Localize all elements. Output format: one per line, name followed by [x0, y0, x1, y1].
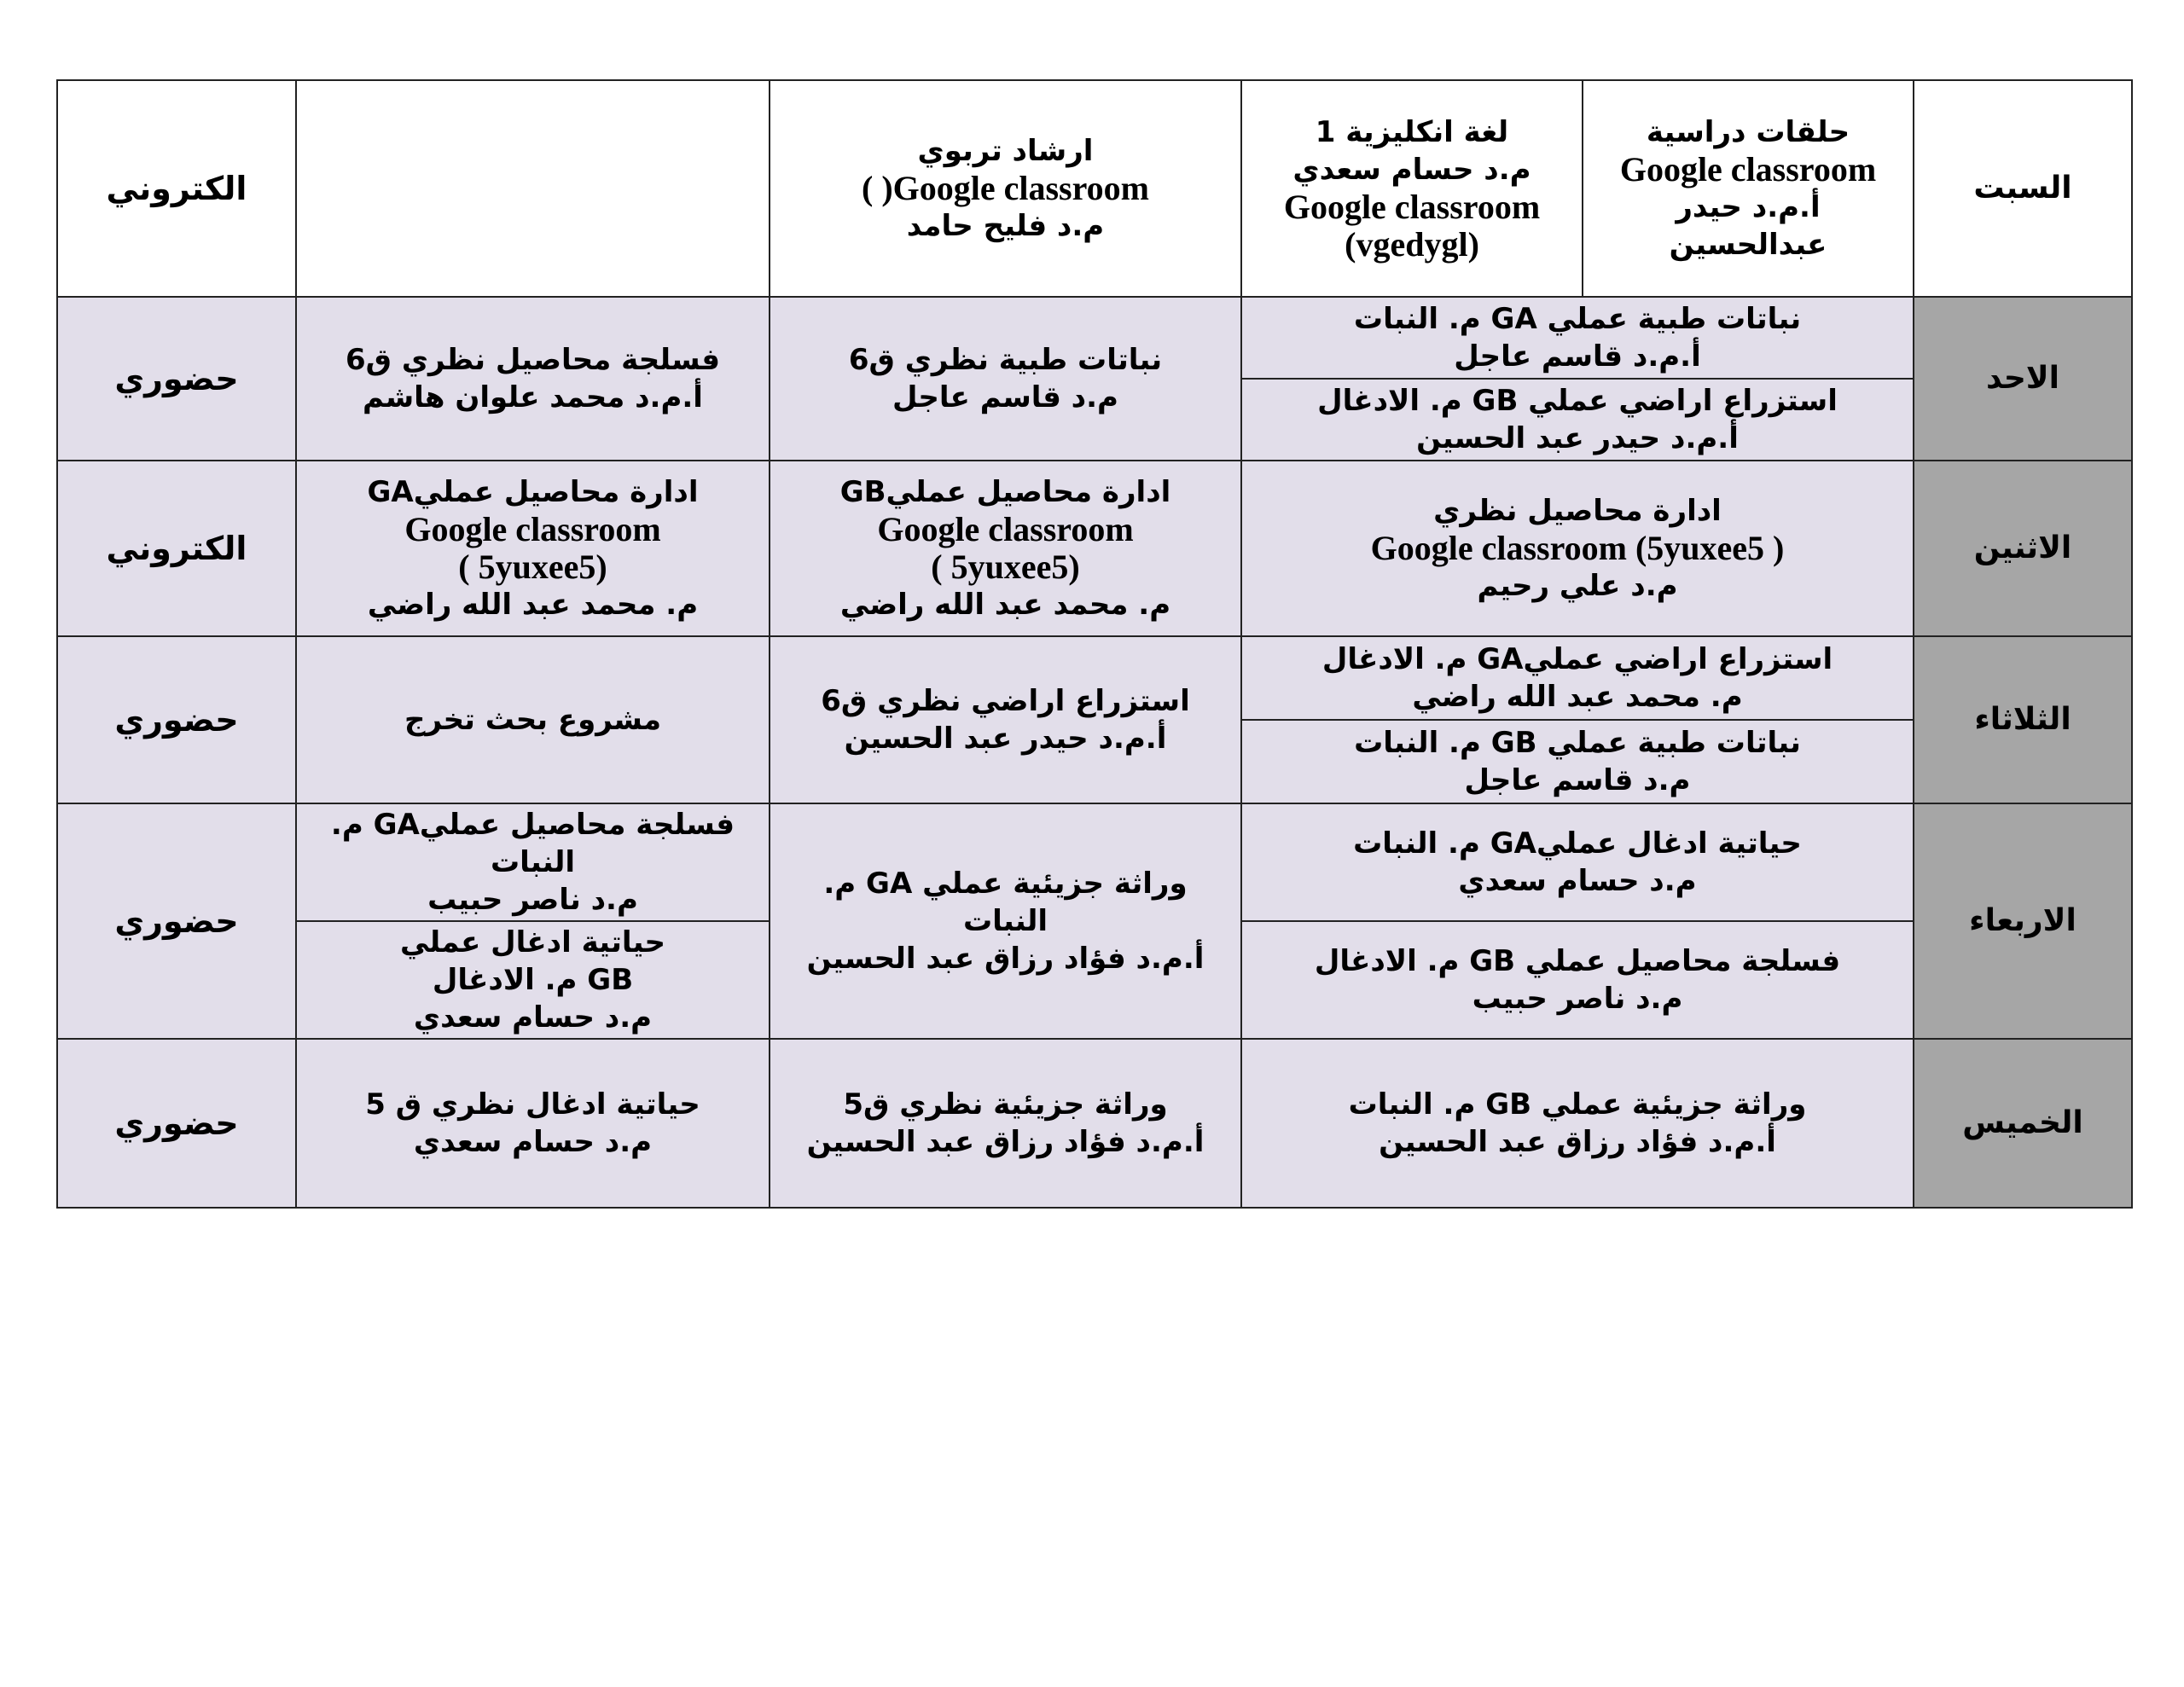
sat-mode: الكتروني	[57, 80, 296, 297]
instructor-name-cont: عبدالحسين	[1669, 228, 1827, 262]
course-title: استزراع اراضي عمليGA م. الادغال	[1321, 642, 1833, 676]
sat-period-2	[1241, 80, 1583, 297]
thu-period-3	[770, 1039, 1241, 1208]
course-title: وراثة جزيئية نظري ق5	[843, 1087, 1168, 1122]
sat-period-4-empty	[296, 80, 770, 297]
instructor-name: م.د قاسم عاجل	[1464, 763, 1691, 797]
tue-periods-1-2-group-b	[1241, 720, 1914, 803]
day-tuesday: الثلاثاء	[1914, 636, 2132, 803]
instructor-name: م.د حسام سعدي	[413, 1000, 653, 1035]
course-title: استزراع اراضي نظري ق6	[821, 684, 1190, 718]
course-title: فسلجة محاصيل نظري ق6	[345, 343, 721, 377]
course-title: لغة انكليزية 1	[1315, 115, 1509, 149]
sun-periods-1-2-group-a	[1241, 297, 1914, 379]
course-title: ارشاد تربوي	[917, 134, 1094, 168]
day-sunday: الاحد	[1914, 297, 2132, 461]
course-title: حلقات دراسية	[1646, 115, 1850, 149]
mon-period-3	[770, 461, 1241, 636]
instructor-name: م. محمد عبد الله راضي	[1412, 680, 1743, 714]
course-title: ادارة محاصيل عمليGA	[367, 475, 699, 509]
row-tuesday	[57, 636, 2132, 720]
day-thursday: الخميس	[1914, 1039, 2132, 1208]
wed-period-4-group-a	[296, 803, 770, 921]
course-title: فسلجة محاصيل عمليGA م.	[330, 808, 735, 842]
course-title: حياتية ادغال نظري ق 5	[365, 1087, 700, 1122]
class-code: (5yuxee5 )	[458, 548, 607, 586]
wed-periods-1-2-group-a	[1241, 803, 1914, 921]
platform-text: Google classroom( )	[862, 169, 1149, 207]
day-monday: الاثنين	[1914, 461, 2132, 636]
day-saturday: السبت	[1914, 80, 2132, 297]
instructor-name: م.د قاسم عاجل	[892, 380, 1118, 415]
course-title: فسلجة محاصيل عملي GB م. الادغال	[1314, 944, 1841, 978]
class-code: (vgedygl)	[1345, 225, 1479, 264]
row-saturday	[57, 80, 2132, 297]
tue-period-3	[770, 636, 1241, 803]
instructor-name: أ.م.د فؤاد رزاق عبد الحسين	[1379, 1125, 1776, 1159]
instructor-name: أ.م.د قاسم عاجل	[1454, 339, 1701, 374]
class-code: (5yuxee5 )	[931, 548, 1080, 586]
lab-name: GB م. الادغال	[432, 963, 634, 997]
platform-text: Google classroom	[1283, 188, 1541, 226]
row-wednesday	[57, 803, 2132, 921]
day-wednesday: الاربعاء	[1914, 803, 2132, 1039]
row-sunday	[57, 297, 2132, 379]
platform-text: Google classroom	[1619, 150, 1877, 188]
instructor-name: أ.م.د محمد علوان هاشم	[363, 380, 703, 415]
course-title: نباتات طبية نظري ق6	[848, 343, 1163, 377]
instructor-name: م.د حسام سعدي	[1292, 153, 1531, 187]
row-monday	[57, 461, 2132, 636]
course-title: نباتات طبية عملي GA م. النبات	[1353, 302, 1802, 336]
instructor-name: م. محمد عبد الله راضي	[839, 588, 1171, 622]
course-title: ادارة محاصيل نظري	[1433, 494, 1722, 528]
instructor-name: م.د حسام سعدي	[1458, 864, 1697, 898]
lab-name: النبات	[490, 845, 576, 879]
instructor-name: م.د ناصر حبيب	[1472, 982, 1683, 1016]
tue-periods-1-2-group-a	[1241, 636, 1914, 720]
instructor-name: م.د حسام سعدي	[413, 1125, 653, 1159]
row-thursday	[57, 1039, 2132, 1208]
course-title: مشروع بحث تخرج	[404, 703, 662, 737]
sat-period-1	[1583, 80, 1914, 297]
platform-text: Google classroom (5yuxee5 )	[1370, 529, 1785, 567]
weekly-schedule-table	[56, 79, 2133, 1209]
platform-text: Google classroom	[404, 510, 661, 548]
wed-period-4-group-b	[296, 921, 770, 1039]
instructor-name: م.د علي رحيم	[1477, 569, 1678, 603]
mon-periods-1-2	[1241, 461, 1914, 636]
wed-periods-1-2-group-b	[1241, 921, 1914, 1039]
platform-text: Google classroom	[877, 510, 1134, 548]
wed-mode: حضوري	[57, 803, 296, 1039]
mon-mode: الكتروني	[57, 461, 296, 636]
thu-mode: حضوري	[57, 1039, 296, 1208]
course-title: استزراع اراضي عملي GB م. الادغال	[1317, 384, 1838, 418]
instructor-name: أ.م.د حيدر عبد الحسين	[1416, 421, 1739, 455]
instructor-name: أ.م.د حيدر	[1676, 190, 1821, 224]
tue-mode: حضوري	[57, 636, 296, 803]
sat-period-3	[770, 80, 1241, 297]
course-title: ادارة محاصيل عمليGB	[839, 475, 1171, 509]
instructor-name: أ.م.د فؤاد رزاق عبد الحسين	[806, 942, 1205, 976]
sun-periods-1-2-group-b	[1241, 379, 1914, 461]
instructor-name: م. محمد عبد الله راضي	[367, 588, 699, 622]
mon-period-4	[296, 461, 770, 636]
instructor-name: م.د فليح حامد	[906, 209, 1105, 243]
course-title: وراثة جزيئية عملي GB م. النبات	[1348, 1087, 1807, 1122]
course-title: نباتات طبية عملي GB م. النبات	[1354, 726, 1801, 760]
wed-period-3	[770, 803, 1241, 1039]
sun-period-3	[770, 297, 1241, 461]
course-title: حياتية ادغال عمليGA م. النبات	[1353, 826, 1802, 861]
tue-period-4	[296, 636, 770, 803]
course-title: وراثة جزيئية عملي GA م.	[823, 867, 1188, 901]
thu-periods-1-2	[1241, 1039, 1914, 1208]
sun-mode: حضوري	[57, 297, 296, 461]
instructor-name: م.د ناصر حبيب	[427, 883, 638, 917]
instructor-name: أ.م.د فؤاد رزاق عبد الحسين	[806, 1125, 1205, 1159]
thu-period-4	[296, 1039, 770, 1208]
lab-name: النبات	[962, 904, 1048, 938]
course-title: حياتية ادغال عملي	[400, 925, 665, 959]
sun-period-4	[296, 297, 770, 461]
instructor-name: أ.م.د حيدر عبد الحسين	[844, 722, 1167, 756]
